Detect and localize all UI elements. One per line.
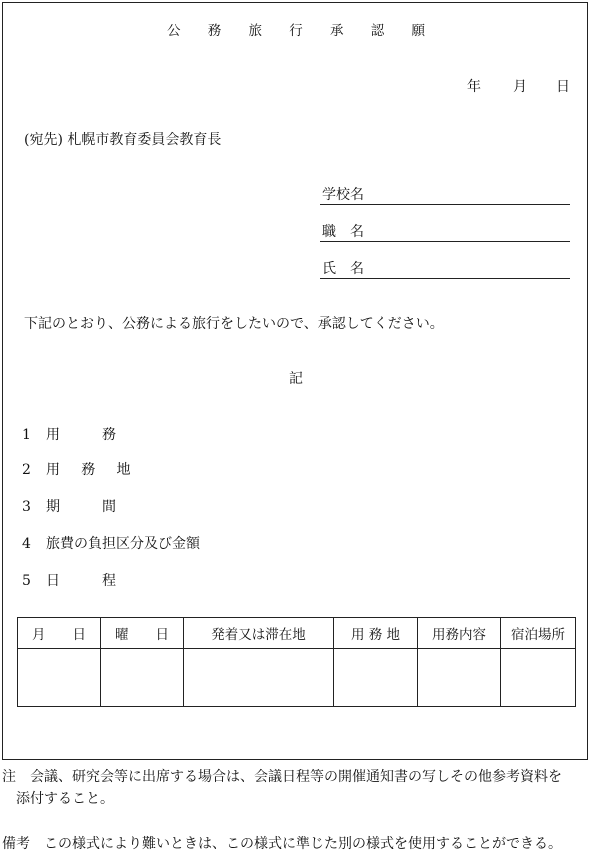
note-line-2: 添付すること。 (2, 791, 114, 807)
header-location: 発着又は滞在地 (184, 618, 334, 649)
table-row (18, 649, 576, 707)
item-number: 3 (22, 499, 31, 515)
cell-lodging[interactable] (501, 649, 576, 707)
cell-date[interactable] (18, 649, 101, 707)
header-business-content: 用務内容 (418, 618, 501, 649)
table-header-row (18, 618, 576, 649)
cell-business-place[interactable] (334, 649, 418, 707)
item-number: 5 (22, 573, 31, 589)
remark: 備考 この様式により難いときは、この様式に準じた別の様式を使用することができる。 (2, 836, 562, 852)
date-year: 年 (467, 79, 481, 95)
position-label: 職 名 (322, 224, 364, 240)
cell-location[interactable] (184, 649, 334, 707)
full-name-label: 氏 名 (322, 261, 364, 277)
note-line-1: 注 会議、研究会等に出席する場合は、会議日程等の開催通知書の写しその他参考資料を (2, 769, 562, 785)
body-text: 下記のとおり、公務による旅行をしたいので、承認してください。 (24, 316, 444, 332)
item-expense (22, 537, 200, 551)
header-weekday: 曜 日 (101, 618, 184, 649)
item-label: 用 務 地 (46, 462, 139, 478)
full-name-field[interactable] (320, 262, 570, 279)
item-number: 4 (22, 536, 31, 552)
ki-heading: 記 (289, 371, 303, 387)
item-schedule (22, 574, 116, 588)
item-purpose (22, 428, 116, 442)
date-month: 月 (513, 79, 527, 95)
item-label: 旅費の負担区分及び金額 (46, 536, 200, 552)
item-label: 期 間 (46, 499, 116, 515)
cell-weekday[interactable] (101, 649, 184, 707)
position-field[interactable] (320, 225, 570, 242)
item-destination (22, 463, 139, 477)
item-label: 用 務 (46, 427, 116, 443)
school-name-label: 学校名 (322, 187, 364, 203)
date-day: 日 (556, 79, 570, 95)
item-label: 日 程 (46, 573, 116, 589)
header-lodging: 宿泊場所 (501, 618, 576, 649)
school-name-field[interactable] (320, 188, 570, 205)
header-business-place: 用 務 地 (334, 618, 418, 649)
form-title: 公 務 旅 行 承 認 願 (167, 23, 437, 39)
cell-business-content[interactable] (418, 649, 501, 707)
addressee: (宛先) 札幌市教育委員会教育長 (24, 132, 222, 148)
schedule-table (17, 617, 576, 707)
header-date: 月 日 (18, 618, 101, 649)
item-number: 1 (22, 427, 31, 443)
item-period (22, 500, 116, 514)
item-number: 2 (22, 462, 31, 478)
